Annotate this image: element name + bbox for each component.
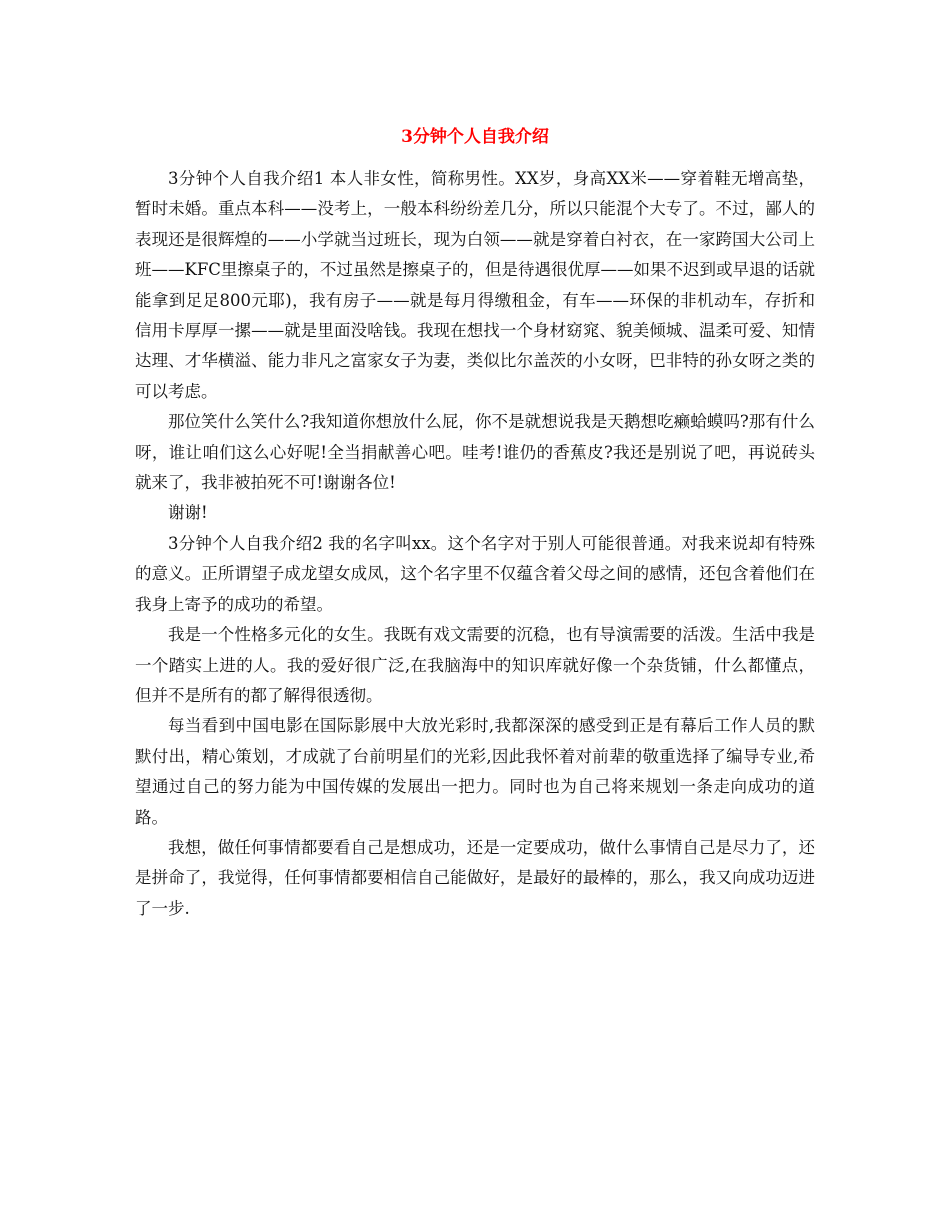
paragraph-7: 我想，做任何事情都要看自己是想成功，还是一定要成功，做什么事情自己是尽力了，还是拼命了，我觉得，任何事情都要相信自己能做好，是最好的最棒的，那么，我又向成功迈进了一步. bbox=[135, 837, 815, 918]
document-title: 3分钟个人自我介绍 bbox=[401, 127, 549, 147]
document-body bbox=[135, 164, 815, 924]
paragraph-4: 3分钟个人自我介绍2 我的名字叫xx。这个名字对于别人可能很普通。对我来说却有特殊的意义。正所谓望子成龙望女成凤，这个名字里不仅蕴含着父母之间的感情，还包含着他们在我身上寄予的成功的希望。 bbox=[135, 533, 815, 614]
paragraph-5: 我是一个性格多元化的女生。我既有戏文需要的沉稳，也有导演需要的活泼。生活中我是一个踏实上进的人。我的爱好很广泛,在我脑海中的知识库就好像一个杂货铺，什么都懂点，但并不是所有的都了解得很透彻。 bbox=[135, 625, 815, 705]
paragraph-1: 3分钟个人自我介绍1 本人非女性，简称男性。XX岁，身高XX米——穿着鞋无增高垫，暂时未婚。重点本科——没考上，一般本科纷纷差几分，所以只能混个大专了。不过，鄙人的表现还是很辉煌的——小学就当过班长，现为白领——就是穿着白衬衣，在一家跨国大公司上班——KFC里擦桌子的，不过虽然是擦桌子的，但是待遇很优厚——如果不迟到或早退的话就能拿到足足800元耶)，我有房子——就是每月得缴租金，有车——环保的非机动车，存折和信用卡厚厚一摞——就是里面没啥钱。我现在想找一个身材窈窕、貌美倾城、温柔可爱、知情达理、才华横溢、能力非凡之富家女子为妻，类似比尔盖茨的小女呀，巴非特的孙女呀之类的可以考虑。 bbox=[135, 169, 815, 401]
paragraph-6: 每当看到中国电影在国际影展中大放光彩时,我都深深的感受到正是有幕后工作人员的默默付出，精心策划，才成就了台前明星们的光彩,因此我怀着对前辈的敬重选择了编导专业,希望通过自己的努力能为中国传媒的发展出一把力。同时也为自己将来规划一条走向成功的道路。 bbox=[135, 716, 815, 827]
paragraph-2: 那位笑什么笑什么?我知道你想放什么屁，你不是就想说我是天鹅想吃癞蛤蟆吗?那有什么呀，谁让咱们这么心好呢!全当捐献善心吧。哇考!谁仍的香蕉皮?我还是别说了吧，再说砖头就来了，我非被拍死不可!谢谢各位! bbox=[135, 412, 815, 493]
paragraph-3: 谢谢! bbox=[168, 503, 208, 523]
